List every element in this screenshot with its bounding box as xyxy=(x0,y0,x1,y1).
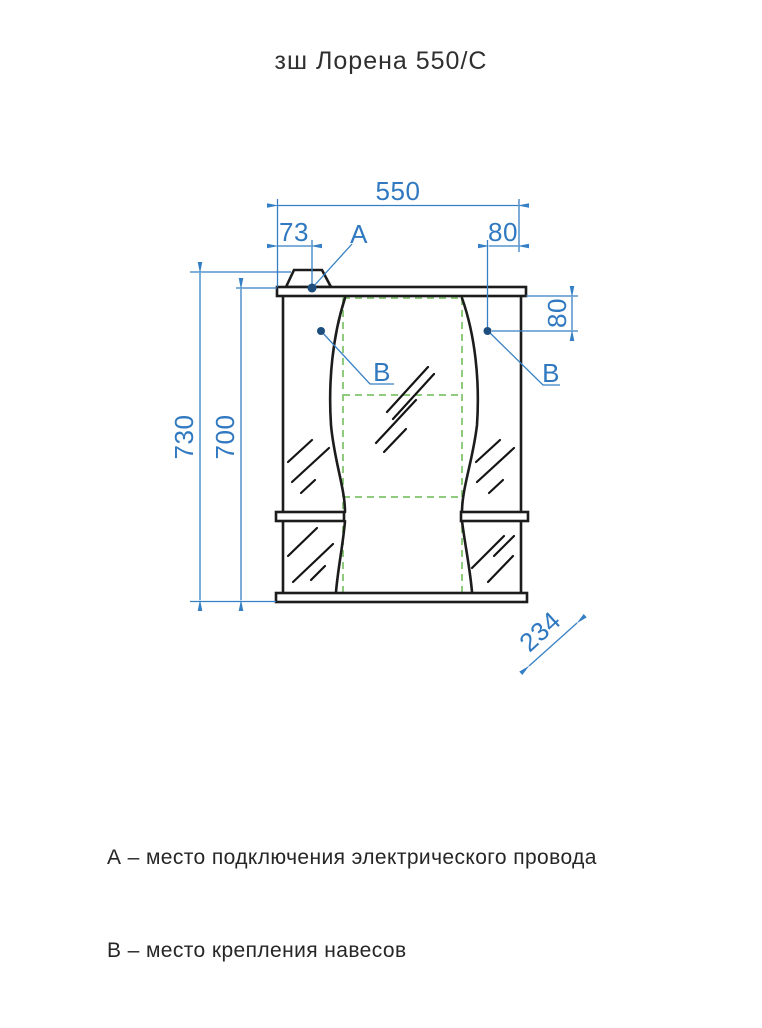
legend-line-b: В – место крепления навесов xyxy=(107,939,407,962)
hatch-stroke xyxy=(477,448,514,482)
point-a-dot xyxy=(308,284,317,293)
leader-a xyxy=(313,244,352,287)
lamp-housing xyxy=(286,270,331,287)
dim-left-inset-value: 73 xyxy=(279,217,309,247)
hidden-door-outline xyxy=(343,298,462,592)
legend xyxy=(107,780,597,1028)
bottom-board xyxy=(276,593,527,602)
hatch-stroke xyxy=(293,544,333,582)
hatch-stroke xyxy=(476,440,500,462)
point-b-left-dot xyxy=(317,327,325,335)
hatch-stroke xyxy=(288,440,312,462)
hatch-stroke xyxy=(393,374,434,419)
dim-height-body-value: 700 xyxy=(210,414,240,460)
hatch-stroke xyxy=(301,480,315,493)
hatch-left-upper xyxy=(288,440,329,493)
hatch-stroke xyxy=(376,400,416,443)
hatch-stroke xyxy=(288,528,317,556)
dim-depth-value: 234 xyxy=(513,605,567,658)
hatch-stroke xyxy=(311,566,325,580)
label-a: A xyxy=(350,219,368,249)
cabinet-outline xyxy=(276,270,528,602)
hatch-right-upper xyxy=(476,440,514,493)
point-b-right-dot xyxy=(484,327,492,335)
hatch-stroke xyxy=(387,367,428,412)
legend-line-a: А – место подключения электрического провода xyxy=(107,846,597,869)
shelf-left xyxy=(276,512,344,521)
shelf-right xyxy=(461,512,528,521)
hatch-left-lower xyxy=(288,528,333,582)
hatch-stroke xyxy=(488,556,513,582)
hatch-stroke xyxy=(489,480,503,493)
mirror-edge-right xyxy=(462,298,478,592)
hatch-right-lower xyxy=(472,536,514,582)
dim-width-value: 550 xyxy=(375,176,421,206)
dim-height-overall-value: 730 xyxy=(169,414,199,460)
hatch-stroke xyxy=(494,536,514,556)
dimension-labels xyxy=(169,176,572,658)
label-b-left: B xyxy=(373,357,391,387)
drawing-title: зш Лорена 550/С xyxy=(274,47,488,75)
dim-right-vertical-value: 80 xyxy=(542,298,572,328)
dim-right-inset-value: 80 xyxy=(488,217,518,247)
mirror-hatching xyxy=(288,367,514,582)
label-b-right: B xyxy=(542,358,560,388)
